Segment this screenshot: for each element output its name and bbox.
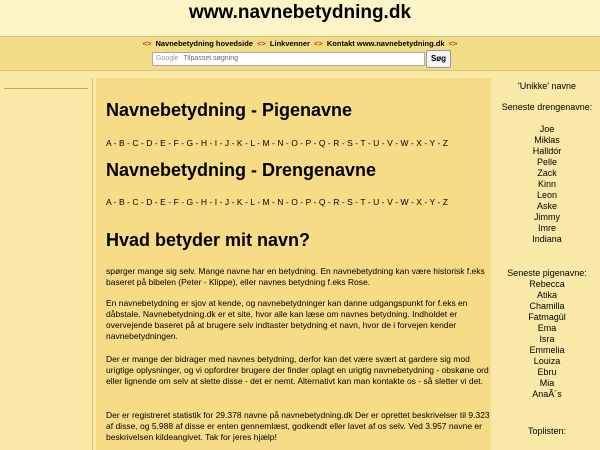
pige-name-link[interactable]: Fatmagül [528, 312, 566, 322]
contributors-paragraph: Der er mange der bidrager med navnes betydning, derfor kan det være svært at gardere sig mod urigtige oplysninger, og vi opfordrer brugere der finder oplagt en urigtig navnebetydning - obskøne ord eller lignende om selv at slette disse - det er nemt. Alternativt kan man kontakte os - så sletter vi det. [106, 354, 489, 386]
left-sidebar-rule [4, 88, 88, 89]
nav-separator: <> [314, 39, 323, 48]
nav-separator: <> [257, 39, 266, 48]
search-placeholder: Tilpasset søgning [183, 55, 239, 62]
nav-separator: <> [448, 39, 458, 48]
dreng-name-link[interactable]: Zack [537, 168, 557, 178]
dreng-name-link[interactable]: Aske [536, 201, 557, 211]
dreng-heading: Seneste drengenavne: [501, 102, 593, 112]
pige-heading: Seneste pigenavne: [507, 268, 587, 278]
drengenavne-alphabet[interactable]: A - B - C - D - E - F - G - H - I - J - K - L - M - N - O - P - Q - R - S - T - U - V - W - X - Y - Z [106, 197, 449, 207]
nav-links [0, 39, 600, 48]
statistics-paragraph: Der er registreret statistik for 29.378 navne på navnebetydning.dk Der er oprettet beskrivelser til 9.323 af disse, og 5.988 af disse er enten gennemlæst, godkendt eller lavet af os selv. Ved 3.957 navne er beskrivelsen kildeangivet. Tak for jeres hjælp! [106, 410, 490, 442]
pige-name-link[interactable]: Louiza [533, 356, 561, 366]
nav-separator: <> [142, 39, 152, 48]
pige-name-list [494, 279, 600, 400]
pige-name-link[interactable]: AnaÃ´s [532, 389, 562, 399]
pige-name-link[interactable]: Chamilla [529, 301, 565, 311]
toplisten-heading: Toplisten: [527, 426, 567, 436]
pige-name-link[interactable]: Rebecca [529, 279, 565, 289]
main-content [96, 78, 491, 450]
question-title: Hvad betyder mit navn? [106, 230, 311, 250]
pige-name-link[interactable]: Mia [539, 378, 555, 388]
dreng-name-link[interactable]: Jimmy [534, 212, 560, 222]
pige-name-link[interactable]: Atika [536, 290, 557, 300]
dreng-name-link[interactable]: Joe [539, 124, 555, 134]
google-label: Google [156, 55, 179, 62]
drengenavne-title: Navnebetydning - Drengenavne [106, 160, 377, 180]
nav-link-linkvenner[interactable]: Linkvenner [269, 39, 310, 48]
dreng-name-link[interactable]: Halldór [532, 146, 562, 156]
unikke-navne-link[interactable]: 'Unikke' navne [518, 81, 576, 91]
dreng-name-list [494, 124, 600, 245]
dreng-name-link[interactable]: Kinn [537, 179, 556, 189]
left-sidebar [0, 78, 92, 450]
search-button[interactable]: Søg [426, 50, 451, 68]
pige-name-link[interactable]: Emmelia [529, 345, 565, 355]
right-sidebar [494, 78, 600, 450]
site-title[interactable]: www.navnebetydning.dk [188, 2, 412, 23]
pige-name-link[interactable]: Ema [537, 323, 557, 333]
nav-link-kontakt[interactable]: Kontakt www.navnebetydning.dk [326, 39, 445, 48]
pigenavne-alphabet[interactable]: A - B - C - D - E - F - G - H - I - J - K - L - M - N - O - P - Q - R - S - T - U - V - W - X - Y - Z [106, 138, 449, 148]
nav-link-home[interactable]: Navnebetydning hovedside [155, 39, 253, 48]
dreng-name-link[interactable]: Leon [536, 190, 558, 200]
pigenavne-title: Navnebetydning - Pigenavne [106, 100, 353, 120]
dreng-name-link[interactable]: Pelle [536, 157, 557, 167]
dreng-name-link[interactable]: Indiana [532, 234, 562, 244]
pige-name-link[interactable]: Isra [539, 334, 555, 344]
column-divider [92, 78, 93, 450]
dreng-name-link[interactable]: Imre [538, 223, 556, 233]
header [0, 0, 600, 37]
dreng-name-link[interactable]: Miklas [534, 135, 560, 145]
intro-paragraph: spørger mange sig selv. Mange navne har en betydning. En navnebetydning kan være historisk f.eks baseret på bibelen (Peter - Klippe), eller navnes betydning f.eks Rose. [106, 266, 485, 287]
search-input[interactable] [152, 52, 425, 66]
about-paragraph: En navnebetydning er sjov at kende, og navnebetydninger kan danne udgangspunkt for f.eks en dåbstale. Navnebetydning.dk er et site, hvor alle kan læse om navnes betydning. Indholdet er overvejende baseret på at brugere selv indtaster betydning et navn, hvor de i forvejen kender navnebetydningen. [106, 298, 468, 341]
pige-name-link[interactable]: Ebru [537, 367, 557, 377]
